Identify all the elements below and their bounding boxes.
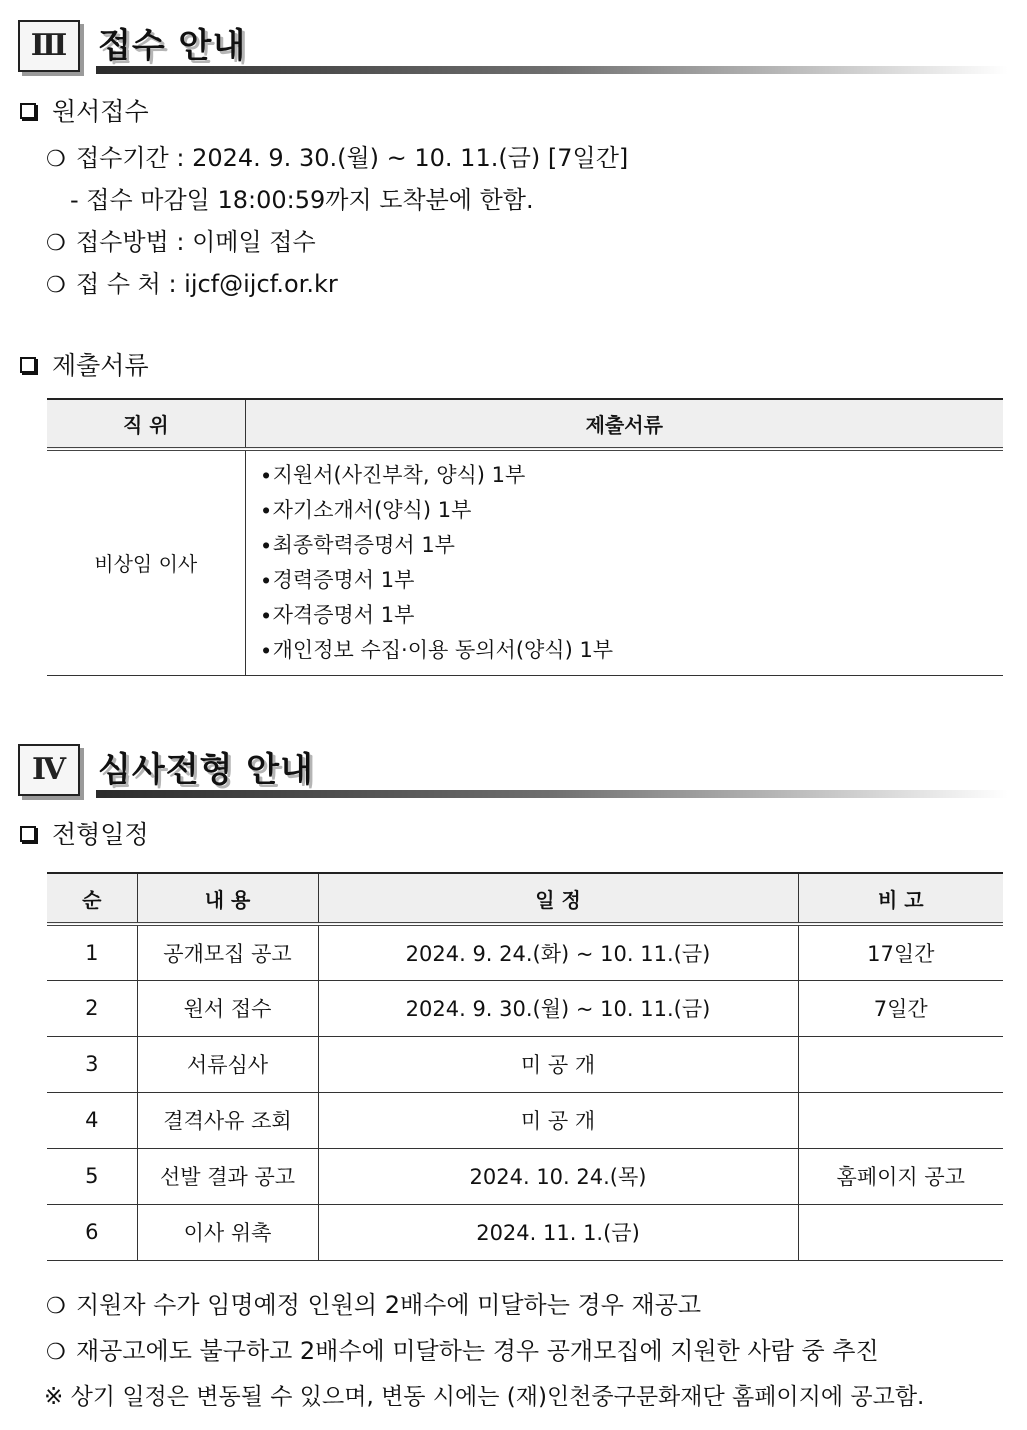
position-cell: 비상임 이사 bbox=[47, 449, 245, 675]
table-row bbox=[47, 924, 1003, 980]
table-row bbox=[47, 449, 1003, 675]
note-2 bbox=[46, 1331, 879, 1366]
application-period-text: 접수기간 : 2024. 9. 30.(월) ~ 10. 11.(금) [7일간] bbox=[76, 144, 629, 172]
circle-bullet-icon: ❍ bbox=[46, 147, 66, 172]
row-note bbox=[798, 1036, 1003, 1092]
documents-table-header bbox=[47, 399, 1003, 449]
application-recipient-text: 접 수 처 : ijcf@ijcf.or.kr bbox=[76, 270, 338, 298]
row-content: 선발 결과 공고 bbox=[137, 1148, 318, 1204]
documents-table bbox=[47, 398, 1003, 676]
row-date: 2024. 9. 24.(화) ~ 10. 11.(금) bbox=[318, 924, 798, 980]
remark: ※ 상기 일정은 변동될 수 있으며, 변동 시에는 (재)인천중구문화재단 홈페이지에 공고함. bbox=[44, 1384, 925, 1410]
documents-heading bbox=[20, 346, 149, 382]
col-documents: 제출서류 bbox=[245, 399, 1003, 449]
table-row bbox=[47, 1148, 1003, 1204]
section-3-title: 접수 안내 bbox=[98, 26, 247, 66]
application-heading-text: 원서접수 bbox=[52, 97, 149, 126]
row-content: 결격사유 조회 bbox=[137, 1092, 318, 1148]
row-no: 3 bbox=[47, 1036, 137, 1092]
checkbox-square-icon bbox=[20, 357, 36, 373]
row-no: 2 bbox=[47, 980, 137, 1036]
col-no: 순 bbox=[47, 873, 137, 924]
schedule-heading bbox=[20, 815, 149, 851]
application-recipient bbox=[46, 264, 338, 299]
circle-bullet-icon: ❍ bbox=[46, 1294, 66, 1319]
row-no: 4 bbox=[47, 1092, 137, 1148]
note-1 bbox=[46, 1285, 701, 1320]
table-row bbox=[47, 1092, 1003, 1148]
row-content: 공개모집 공고 bbox=[137, 924, 318, 980]
documents-list-cell bbox=[245, 449, 1003, 675]
table-row bbox=[47, 1036, 1003, 1092]
checkbox-square-icon bbox=[20, 826, 36, 842]
circle-bullet-icon: ❍ bbox=[46, 231, 66, 256]
row-content: 원서 접수 bbox=[137, 980, 318, 1036]
documents-heading-text: 제출서류 bbox=[52, 351, 149, 380]
application-heading bbox=[20, 92, 149, 128]
row-note: 17일간 bbox=[798, 924, 1003, 980]
row-note bbox=[798, 1204, 1003, 1260]
section-3-rule bbox=[96, 66, 1008, 74]
application-period bbox=[46, 138, 628, 173]
row-no: 6 bbox=[47, 1204, 137, 1260]
schedule-heading-text: 전형일정 bbox=[52, 820, 149, 849]
row-content: 서류심사 bbox=[137, 1036, 318, 1092]
row-no: 5 bbox=[47, 1148, 137, 1204]
schedule-table-header bbox=[47, 873, 1003, 924]
row-date: 미 공 개 bbox=[318, 1036, 798, 1092]
section-3-numeral: Ⅲ bbox=[18, 20, 80, 72]
row-content: 이사 위촉 bbox=[137, 1204, 318, 1260]
section-4-numeral: Ⅳ bbox=[18, 744, 80, 796]
row-note bbox=[798, 1092, 1003, 1148]
col-note: 비 고 bbox=[798, 873, 1003, 924]
row-date: 2024. 9. 30.(월) ~ 10. 11.(금) bbox=[318, 980, 798, 1036]
list-item: ∙경력증명서 1부 bbox=[259, 567, 415, 592]
col-position: 직 위 bbox=[47, 399, 245, 449]
list-item: ∙자기소개서(양식) 1부 bbox=[259, 497, 472, 522]
list-item: ∙최종학력증명서 1부 bbox=[259, 532, 455, 557]
list-item: ∙자격증명서 1부 bbox=[259, 602, 415, 627]
checkbox-square-icon bbox=[20, 103, 36, 119]
list-item: ∙지원서(사진부착, 양식) 1부 bbox=[259, 462, 526, 487]
section-4-header bbox=[18, 744, 1008, 804]
circle-bullet-icon: ❍ bbox=[46, 273, 66, 298]
col-date: 일 정 bbox=[318, 873, 798, 924]
list-item: ∙개인정보 수집·이용 동의서(양식) 1부 bbox=[259, 637, 614, 662]
row-date: 미 공 개 bbox=[318, 1092, 798, 1148]
table-row bbox=[47, 1204, 1003, 1260]
row-date: 2024. 11. 1.(금) bbox=[318, 1204, 798, 1260]
deadline-note: - 접수 마감일 18:00:59까지 도착분에 한함. bbox=[70, 186, 534, 214]
section-4-title: 심사전형 안내 bbox=[98, 750, 314, 790]
application-method-text: 접수방법 : 이메일 접수 bbox=[76, 228, 316, 256]
row-no: 1 bbox=[47, 924, 137, 980]
section-4-rule bbox=[96, 790, 1008, 798]
row-date: 2024. 10. 24.(목) bbox=[318, 1148, 798, 1204]
application-method bbox=[46, 222, 316, 257]
schedule-table bbox=[47, 872, 1003, 1261]
note-1-text: 지원자 수가 임명예정 인원의 2배수에 미달하는 경우 재공고 bbox=[76, 1291, 702, 1319]
col-content: 내 용 bbox=[137, 873, 318, 924]
circle-bullet-icon: ❍ bbox=[46, 1340, 66, 1365]
row-note: 홈페이지 공고 bbox=[798, 1148, 1003, 1204]
row-note: 7일간 bbox=[798, 980, 1003, 1036]
table-row bbox=[47, 980, 1003, 1036]
section-3-header bbox=[18, 20, 1008, 80]
note-2-text: 재공고에도 불구하고 2배수에 미달하는 경우 공개모집에 지원한 사람 중 추진 bbox=[76, 1337, 879, 1365]
